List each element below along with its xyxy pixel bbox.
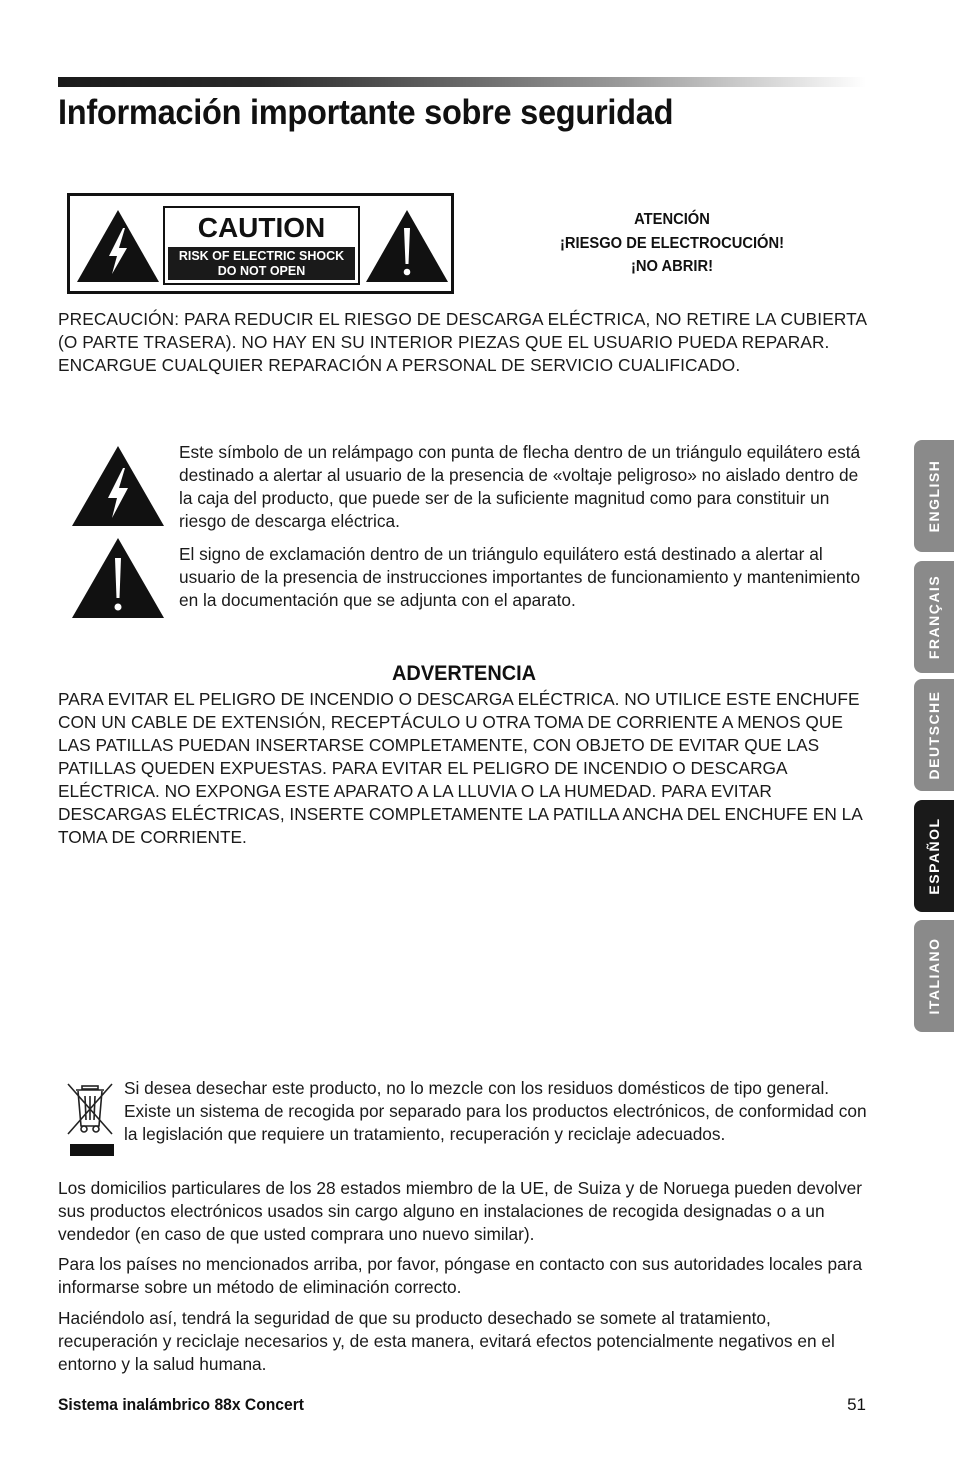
caution-text-box (163, 206, 360, 285)
language-tab-label: ESPAÑOL (926, 817, 942, 895)
lightning-symbol-description: Este símbolo de un relámpago con punta de flecha dentro de un triángulo equilátero está destinado a alertar al usuario de la presencia de «voltaje peligroso» no aislado dentro de la caja del producto, que puede ser de la suficiente magnitud como para constituir un riesgo de descarga eléctrica. (179, 442, 861, 531)
page-title: Información importante sobre seguridad (58, 93, 674, 132)
language-tab-label: FRANÇAIS (926, 574, 942, 660)
caution-line2: DO NOT OPEN (217, 264, 306, 278)
language-tab-label: DEUTSCHE (926, 690, 942, 780)
atencion-line3: ¡NO ABRIR! (630, 258, 714, 275)
language-tab-deutsche[interactable] (914, 679, 954, 791)
language-tab-francais[interactable] (914, 561, 954, 673)
caution-heading: CAUTION (197, 212, 326, 243)
page-number: 51 (847, 1395, 866, 1414)
language-tab-label: ENGLISH (926, 459, 942, 533)
lightning-triangle-icon (70, 444, 166, 528)
disposal-paragraph-2: Los domicilios particulares de los 28 estados miembro de la UE, de Suiza y de Noruega pueden devolver sus productos electrónicos usados sin cargo alguno en instalaciones de recogida designadas o a un vendedor (en caso de que usted comprara uno nuevo similar). (58, 1178, 863, 1244)
caution-line1: RISK OF ELECTRIC SHOCK (178, 249, 345, 263)
language-tab-english[interactable] (914, 440, 954, 552)
atencion-block (492, 208, 852, 279)
footer-product-name: Sistema inalámbrico 88x Concert (58, 1395, 304, 1414)
header-gradient-bar (58, 77, 866, 87)
exclamation-triangle-icon (70, 536, 166, 620)
advertencia-body: PARA EVITAR EL PELIGRO DE INCENDIO O DESCARGA ELÉCTRICA. NO UTILICE ESTE ENCHUFE CON UN CABLE DE EXTENSIÓN, RECEPTÁCULO U OTRA TOMA DE CORRIENTE A MENOS QUE LAS PATILLAS PUEDAN INSERTARSE COMPLETAMENTE, CON OBJETO DE EVITAR QUE LAS PATILLAS QUEDEN EXPUESTAS. PARA EVITAR EL PELIGRO DE INCENDIO O DESCARGA ELÉCTRICA. NO EXPONGA ESTE APARATO A LA LLUVIA O LA HUMEDAD. PARA EVITAR DESCARGAS ELÉCTRICAS, INSERTE COMPLETAMENTE LA PATILLA ANCHA DEL ENCHUFE EN LA TOMA DE CORRIENTE. (58, 689, 862, 847)
exclamation-symbol-description: El signo de exclamación dentro de un triángulo equilátero está destinado a alertar al usuario de la presencia de instrucciones importantes de funcionamiento y mantenimiento en la documentación que se adjunta con el aparato. (179, 544, 861, 610)
atencion-line1: ATENCIÓN (634, 211, 710, 228)
language-tab-label: ITALIANO (926, 937, 942, 1015)
caution-band (168, 247, 355, 280)
language-tab-italiano[interactable] (914, 920, 954, 1032)
disposal-paragraph-4: Haciéndolo así, tendrá la seguridad de que su producto desechado se somete al tratamiento, recuperación y reciclaje necesarios y, de esta manera, evitará efectos potencialmente negativos en el entorno y la salud humana. (58, 1308, 835, 1374)
precaucion-text: PRECAUCIÓN: PARA REDUCIR EL RIESGO DE DESCARGA ELÉCTRICA, NO RETIRE LA CUBIERTA (O PARTE TRASERA). NO HAY EN SU INTERIOR PIEZAS QUE EL USUARIO PUEDA REPARAR. ENCARGUE CUALQUIER REPARACIÓN A PERSONAL DE SERVICIO CUALIFICADO. (58, 309, 867, 375)
atencion-line2: ¡RIESGO DE ELECTROCUCIÓN! (559, 234, 785, 252)
advertencia-title: ADVERTENCIA (392, 662, 537, 685)
lightning-triangle-icon (75, 208, 161, 284)
disposal-paragraph-1: Si desea desechar este producto, no lo mezcle con los residuos domésticos de tipo general. Existe un sistema de recogida por separado para los productos electrónicos, de conformidad con la legislación que requiere un tratamiento, recuperación y reciclaje adecuados. (124, 1078, 867, 1144)
weee-crossed-bin-icon (64, 1080, 116, 1160)
exclamation-triangle-icon (364, 208, 450, 284)
disposal-paragraph-3: Para los países no mencionados arriba, por favor, póngase en contacto con sus autoridades locales para informarse sobre un método de eliminación correcto. (58, 1254, 863, 1297)
language-tab-espanol[interactable] (914, 800, 954, 912)
caution-label (67, 193, 454, 294)
